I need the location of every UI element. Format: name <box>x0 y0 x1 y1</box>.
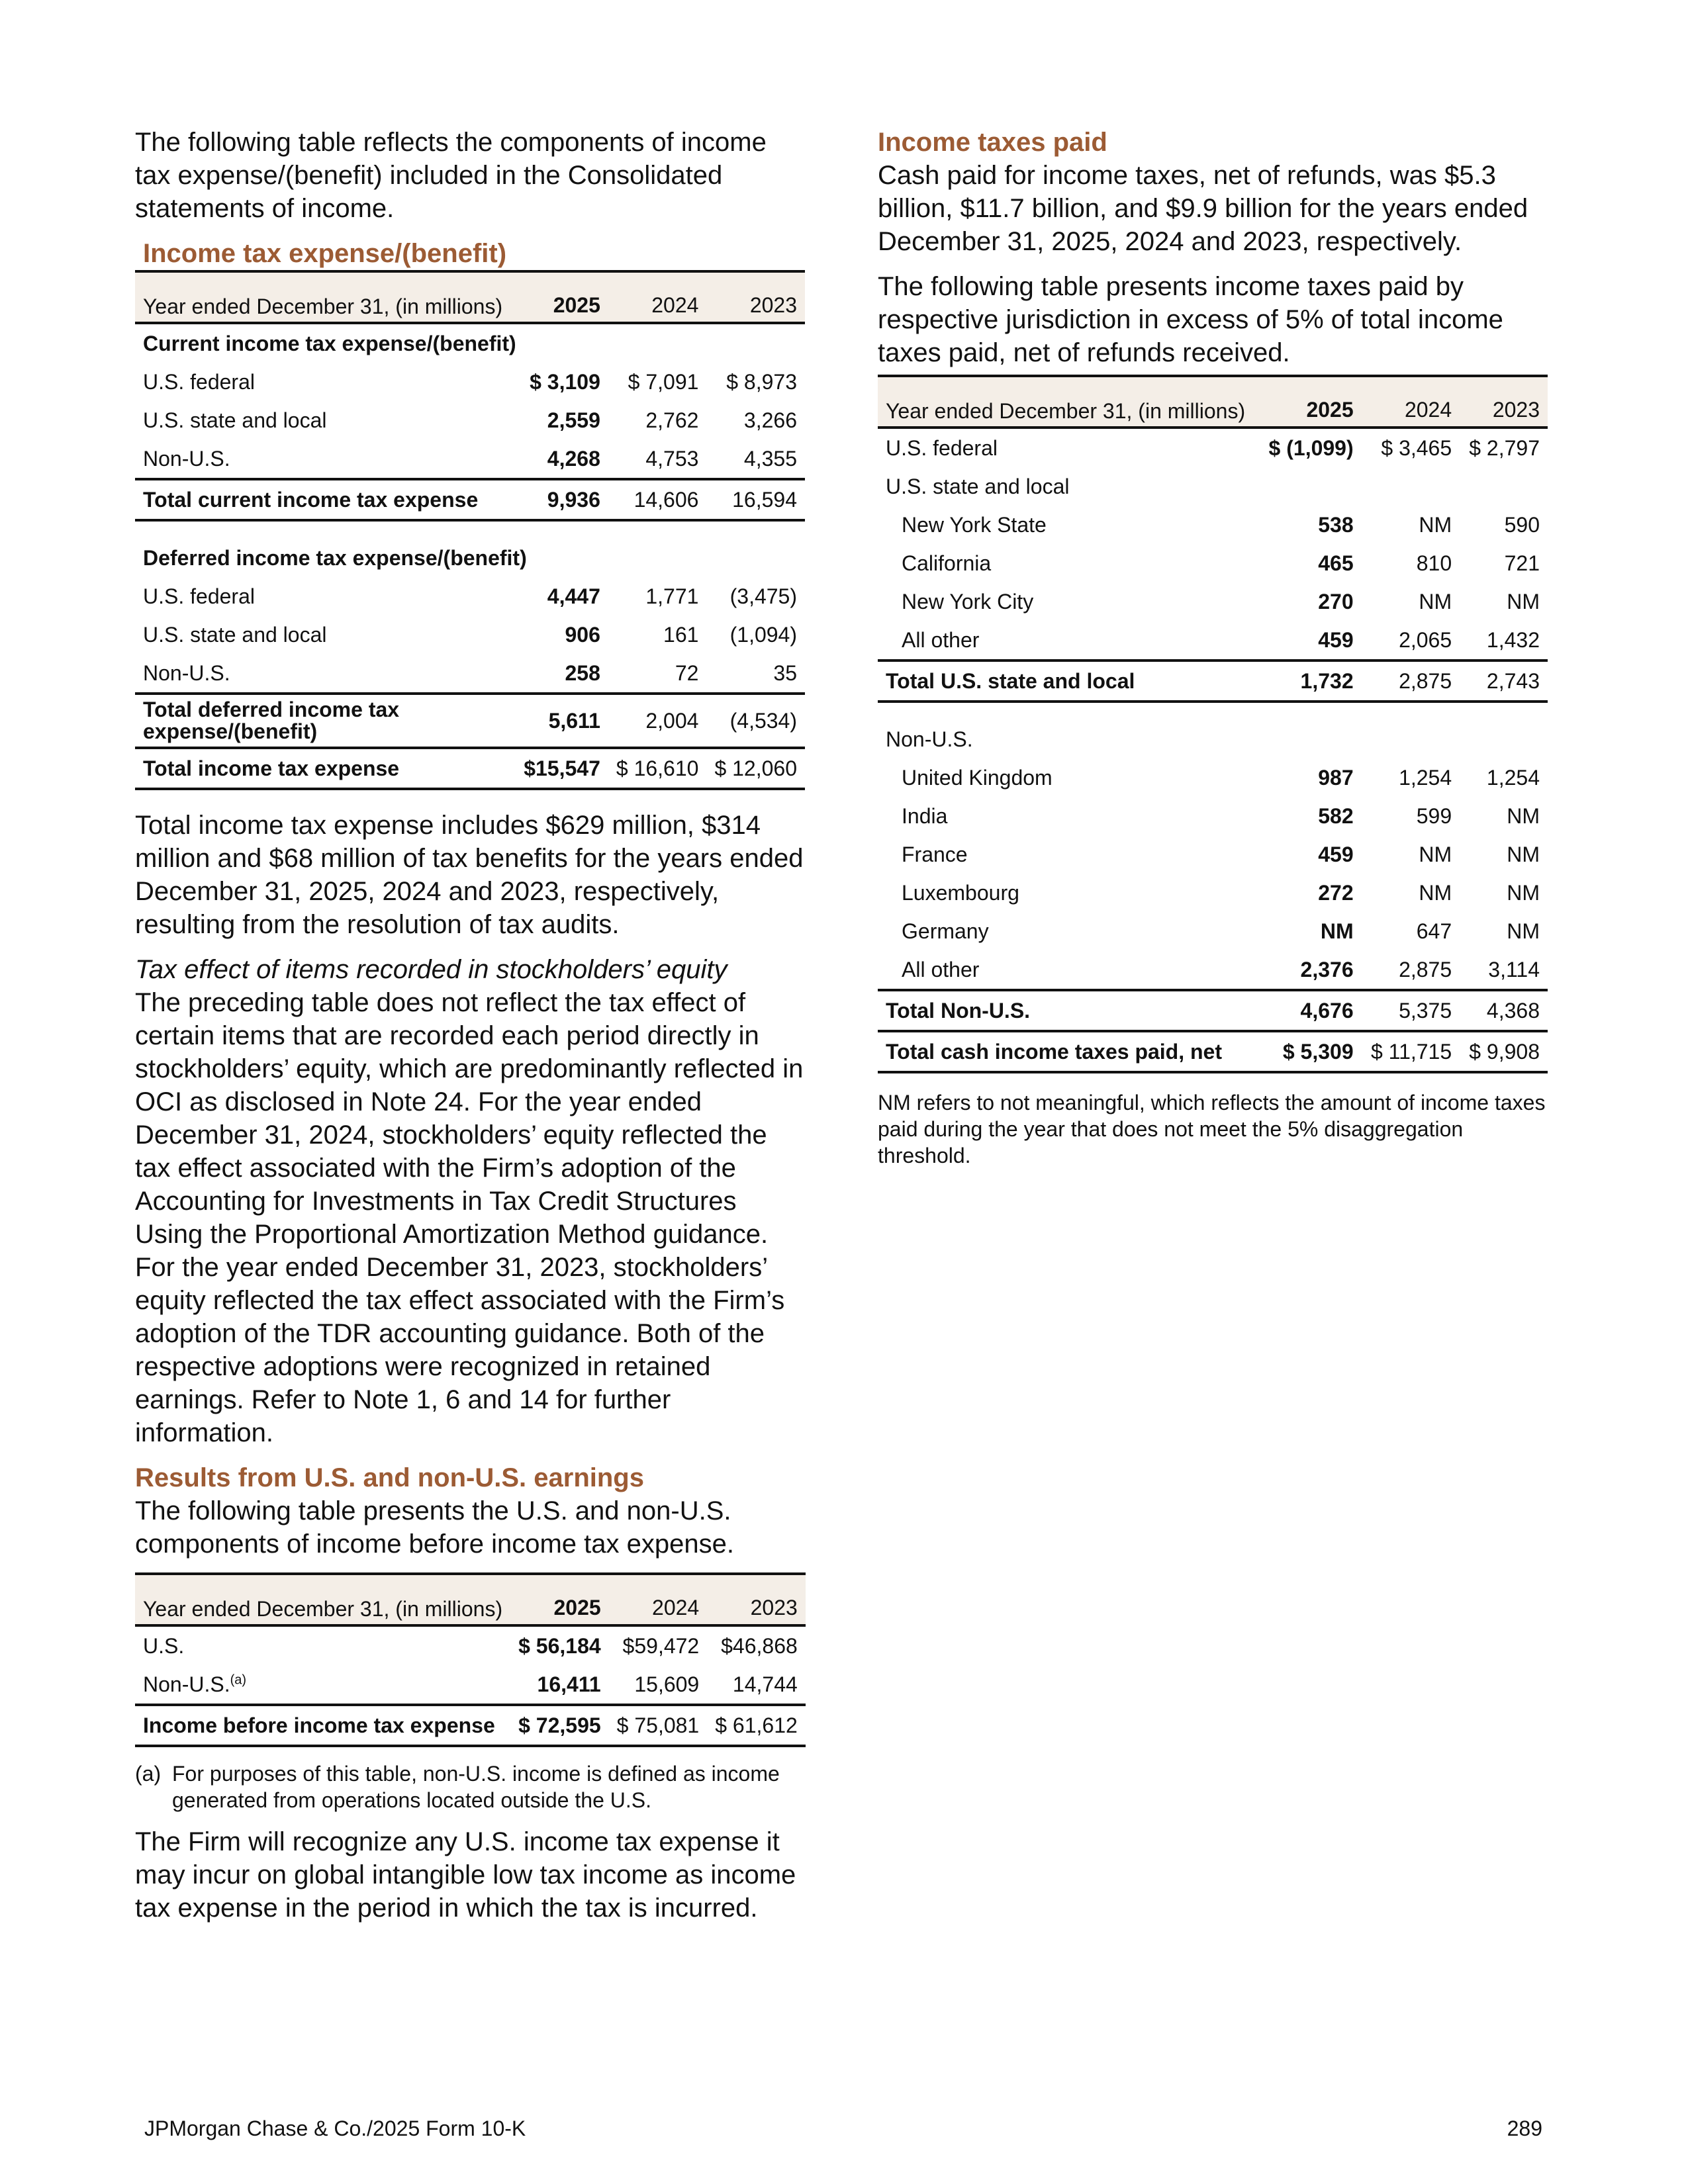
spacer-row <box>878 702 1548 720</box>
cell-2024: NM <box>1419 842 1452 866</box>
table-row <box>135 363 805 401</box>
total-row <box>878 660 1548 702</box>
table-row <box>135 1665 806 1705</box>
table-row <box>878 835 1548 874</box>
cell-2025: 4,268 <box>547 446 600 471</box>
table-row <box>878 797 1548 835</box>
cell-2025: 459 <box>1318 627 1354 652</box>
table-row <box>878 506 1548 544</box>
cell-2023: NM <box>1507 842 1540 866</box>
cell-2023: $ 8,973 <box>726 369 797 394</box>
cell-2024: NM <box>1419 589 1452 614</box>
cell-2025: 16,411 <box>537 1672 601 1696</box>
cell-2025: $ 56,184 <box>518 1633 601 1658</box>
cell-2024: 647 <box>1416 919 1452 943</box>
non-us-heading: Non-U.S. <box>886 727 973 751</box>
income-tax-expense-table <box>135 270 805 790</box>
table-row <box>878 428 1548 467</box>
cell-2025: 538 <box>1318 512 1354 537</box>
jurisdiction-paragraph: The following table presents income taxes paid by respective jurisdiction in excess of 5% of total income taxes paid, net of refunds received. <box>878 272 1503 367</box>
row-label: Total current income tax expense <box>135 479 516 520</box>
cell-2023: 4,368 <box>1460 990 1548 1031</box>
income-taxes-paid-table <box>878 375 1548 1073</box>
results-paragraph: The following table presents the U.S. and non-U.S. components of income before income tax expense. <box>135 1496 734 1559</box>
cell-2024: $ 3,465 <box>1381 435 1452 460</box>
cell-2025: 270 <box>1318 589 1354 614</box>
current-heading: Current income tax expense/(benefit) <box>143 331 516 355</box>
cell-2024: 2,762 <box>645 408 699 432</box>
row-label: France <box>902 842 968 866</box>
row-label: Total deferred income tax expense/(benefit) <box>135 694 516 748</box>
cell-2024: 1,771 <box>645 584 699 608</box>
cell-2023: 3,266 <box>743 408 797 432</box>
cell-2023: (1,094) <box>729 622 797 647</box>
cell-2023: 3,114 <box>1488 957 1540 981</box>
row-label: U.S. federal <box>143 369 255 394</box>
nm-footnote: NM refers to not meaningful, which reflects the amount of income taxes paid during the year that does not meet the 5% disaggregation threshold. <box>878 1091 1546 1167</box>
cell-2024: 2,875 <box>1362 660 1460 702</box>
header-label: Year ended December 31, (in millions) <box>886 399 1246 423</box>
cell-2023: (4,534) <box>706 694 805 748</box>
table-row <box>135 1625 806 1665</box>
cell-2025: 258 <box>565 660 600 685</box>
footnote-marker: (a) <box>230 1672 247 1687</box>
cell-2025: 459 <box>1318 842 1354 866</box>
table-row <box>878 720 1548 758</box>
cell-2024: $ 16,610 <box>608 748 707 789</box>
right-column <box>878 126 1548 1169</box>
footnote-a <box>135 1760 805 1813</box>
table-row <box>878 621 1548 660</box>
cell-2023: $ 9,908 <box>1460 1031 1548 1072</box>
results-section-title: Results from U.S. and non-U.S. earnings <box>135 1463 644 1492</box>
cell-2023: 16,594 <box>706 479 805 520</box>
cell-2023: 721 <box>1504 551 1540 575</box>
header-year-2024: 2024 <box>652 1596 700 1619</box>
cell-2025: 4,447 <box>547 584 600 608</box>
header-year-2024: 2024 <box>1404 398 1452 422</box>
header-year-2023: 2023 <box>749 293 797 317</box>
row-label: Income before income tax expense <box>135 1705 510 1746</box>
table-header-row <box>135 271 805 323</box>
row-label <box>135 1665 510 1705</box>
cell-2023: 1,254 <box>1486 765 1540 790</box>
spacer-row <box>135 520 805 539</box>
cell-2025: $ 5,309 <box>1259 1031 1362 1072</box>
cell-2024: $59,472 <box>622 1633 700 1658</box>
row-label: All other <box>902 627 980 652</box>
header-year-2025: 2025 <box>553 293 600 317</box>
cell-2024: $ 75,081 <box>609 1705 708 1746</box>
state-heading: U.S. state and local <box>886 474 1070 498</box>
row-label: United Kingdom <box>902 765 1053 790</box>
cell-2025: 9,936 <box>516 479 608 520</box>
cell-2023: NM <box>1507 919 1540 943</box>
tax-benefits-paragraph: Total income tax expense includes $629 million, $314 million and $68 million of tax benefits for the years ended December 31, 2025, 2024 and 2023, respectively, resulting from the resolution of tax audits. <box>135 811 804 939</box>
total-row <box>135 479 805 520</box>
cell-2025: $ (1,099) <box>1268 435 1354 460</box>
cell-2025: 2,376 <box>1300 957 1354 981</box>
row-label: U.S. <box>143 1633 185 1658</box>
cell-2024: 5,375 <box>1362 990 1460 1031</box>
table-row <box>135 615 805 654</box>
row-label: Luxembourg <box>902 880 1019 905</box>
cell-2025: 1,732 <box>1259 660 1362 702</box>
row-label: Total Non-U.S. <box>878 990 1259 1031</box>
table-row <box>135 439 805 479</box>
table-row <box>878 467 1548 506</box>
cell-2024: 2,875 <box>1399 957 1452 981</box>
table-row <box>135 323 805 363</box>
income-taxes-paid-title: Income taxes paid <box>878 128 1107 157</box>
income-tax-table-title: Income tax expense/(benefit) <box>143 239 507 268</box>
cell-2025: 4,676 <box>1259 990 1362 1031</box>
row-label: Total income tax expense <box>135 748 516 789</box>
footnote-text: For purposes of this table, non-U.S. income is defined as income generated from operations located outside the U.S. <box>172 1762 780 1812</box>
table-row <box>135 654 805 694</box>
table-row <box>878 874 1548 912</box>
cell-2025: 906 <box>565 622 600 647</box>
cell-2023: NM <box>1507 880 1540 905</box>
footer-company: JPMorgan Chase & Co./2025 Form 10-K <box>144 2116 526 2140</box>
row-label: New York City <box>902 589 1034 614</box>
row-label: Total cash income taxes paid, net <box>878 1031 1259 1072</box>
table-row <box>878 912 1548 950</box>
header-year-2023: 2023 <box>1492 398 1540 422</box>
equity-paragraph: The preceding table does not reflect the tax effect of certain items that are recorded each period directly in stockholders’ equity, which are predominantly reflected in OCI as disclosed in Note 24. For the year ended December 31, 2024, stockholders’ equity reflected the tax effect associated with the Firm’s adoption of the Accounting for Investments in Tax Credit Structures Using the Proportional Amortization Method guidance. For the year ended December 31, 2023, stockholders’ equity reflected the tax effect associated with the Firm’s adoption of the TDR accounting guidance. Both of the respective adoptions were recognized in retained earnings. Refer to Note 1, 6 and 14 for further information. <box>135 988 804 1447</box>
grand-total-row <box>135 748 805 789</box>
table-row <box>878 582 1548 621</box>
cell-2024: 2,004 <box>608 694 707 748</box>
row-label: Germany <box>902 919 989 943</box>
cell-2024: 161 <box>663 622 699 647</box>
total-row <box>135 1705 806 1746</box>
table-row <box>135 577 805 615</box>
cell-2023: $46,868 <box>721 1633 798 1658</box>
intro-paragraph: The following table reflects the components of income tax expense/(benefit) included in the Consolidated statements of income. <box>135 128 767 223</box>
row-label: U.S. state and local <box>143 622 327 647</box>
footnote-key: (a) <box>135 1762 162 1786</box>
cell-2025: $15,547 <box>516 748 608 789</box>
header-year-2025: 2025 <box>1306 398 1354 422</box>
cell-2025: 5,611 <box>516 694 608 748</box>
cell-2023: 2,743 <box>1460 660 1548 702</box>
cell-2023: $ 12,060 <box>706 748 805 789</box>
row-label: U.S. state and local <box>143 408 327 432</box>
header-year-2024: 2024 <box>651 293 699 317</box>
cell-2024: 72 <box>675 660 699 685</box>
total-row <box>135 694 805 748</box>
left-column <box>135 126 805 1936</box>
cell-2025: 987 <box>1318 765 1354 790</box>
cash-paid-paragraph: Cash paid for income taxes, net of refunds, was $5.3 billion, $11.7 billion, and $9.9 billion for the years ended December 31, 2025, 2024 and 2023, respectively. <box>878 161 1528 256</box>
table-row <box>135 539 805 577</box>
cell-2023: 590 <box>1504 512 1540 537</box>
cell-2025: 272 <box>1318 880 1354 905</box>
cell-2024: NM <box>1419 512 1452 537</box>
cell-2024: $ 7,091 <box>628 369 699 394</box>
cell-2023: 1,432 <box>1486 627 1540 652</box>
cell-2023: (3,475) <box>729 584 797 608</box>
table-row <box>135 401 805 439</box>
cell-2025: NM <box>1320 919 1354 943</box>
cell-2023: NM <box>1507 589 1540 614</box>
header-year-2023: 2023 <box>750 1596 798 1619</box>
header-label: Year ended December 31, (in millions) <box>143 1597 503 1621</box>
italic-subheading: Tax effect of items recorded in stockholders’ equity <box>135 955 727 984</box>
cell-2023: NM <box>1507 803 1540 828</box>
grand-total-row <box>878 1031 1548 1072</box>
header-label: Year ended December 31, (in millions) <box>143 295 503 318</box>
cell-2024: 15,609 <box>634 1672 700 1696</box>
row-label-text: Non-U.S. <box>143 1672 230 1696</box>
row-label: New York State <box>902 512 1047 537</box>
cell-2023: $ 2,797 <box>1469 435 1540 460</box>
cell-2023: 4,355 <box>743 446 797 471</box>
table-header-row <box>878 376 1548 428</box>
cell-2025: 582 <box>1318 803 1354 828</box>
row-label: California <box>902 551 992 575</box>
row-label: All other <box>902 957 980 981</box>
total-row <box>878 990 1548 1031</box>
row-label: India <box>902 803 948 828</box>
table-row <box>878 950 1548 990</box>
us-non-us-earnings-table <box>135 1572 806 1747</box>
cell-2023: $ 61,612 <box>707 1705 806 1746</box>
cell-2025: $ 72,595 <box>510 1705 609 1746</box>
cell-2024: 1,254 <box>1399 765 1452 790</box>
cell-2025: 465 <box>1318 551 1354 575</box>
row-label: Non-U.S. <box>143 446 230 471</box>
cell-2024: $ 11,715 <box>1362 1031 1460 1072</box>
cell-2025: $ 3,109 <box>530 369 600 394</box>
row-label: U.S. federal <box>886 435 998 460</box>
cell-2024: 14,606 <box>608 479 707 520</box>
page-number: 289 <box>1507 2116 1542 2140</box>
cell-2024: 810 <box>1416 551 1452 575</box>
row-label: Non-U.S. <box>143 660 230 685</box>
gilti-paragraph: The Firm will recognize any U.S. income tax expense it may incur on global intangible low tax income as income tax expense in the period in which the tax is incurred. <box>135 1827 796 1923</box>
row-label: Total U.S. state and local <box>878 660 1259 702</box>
row-label: U.S. federal <box>143 584 255 608</box>
cell-2024: NM <box>1419 880 1452 905</box>
cell-2023: 35 <box>773 660 797 685</box>
cell-2025: 2,559 <box>547 408 600 432</box>
cell-2024: 599 <box>1416 803 1452 828</box>
table-header-row <box>135 1574 806 1625</box>
cell-2023: 14,744 <box>732 1672 798 1696</box>
table-row <box>878 758 1548 797</box>
table-row <box>878 544 1548 582</box>
header-year-2025: 2025 <box>553 1596 601 1619</box>
cell-2024: 4,753 <box>645 446 699 471</box>
deferred-heading: Deferred income tax expense/(benefit) <box>143 545 527 570</box>
cell-2024: 2,065 <box>1399 627 1452 652</box>
